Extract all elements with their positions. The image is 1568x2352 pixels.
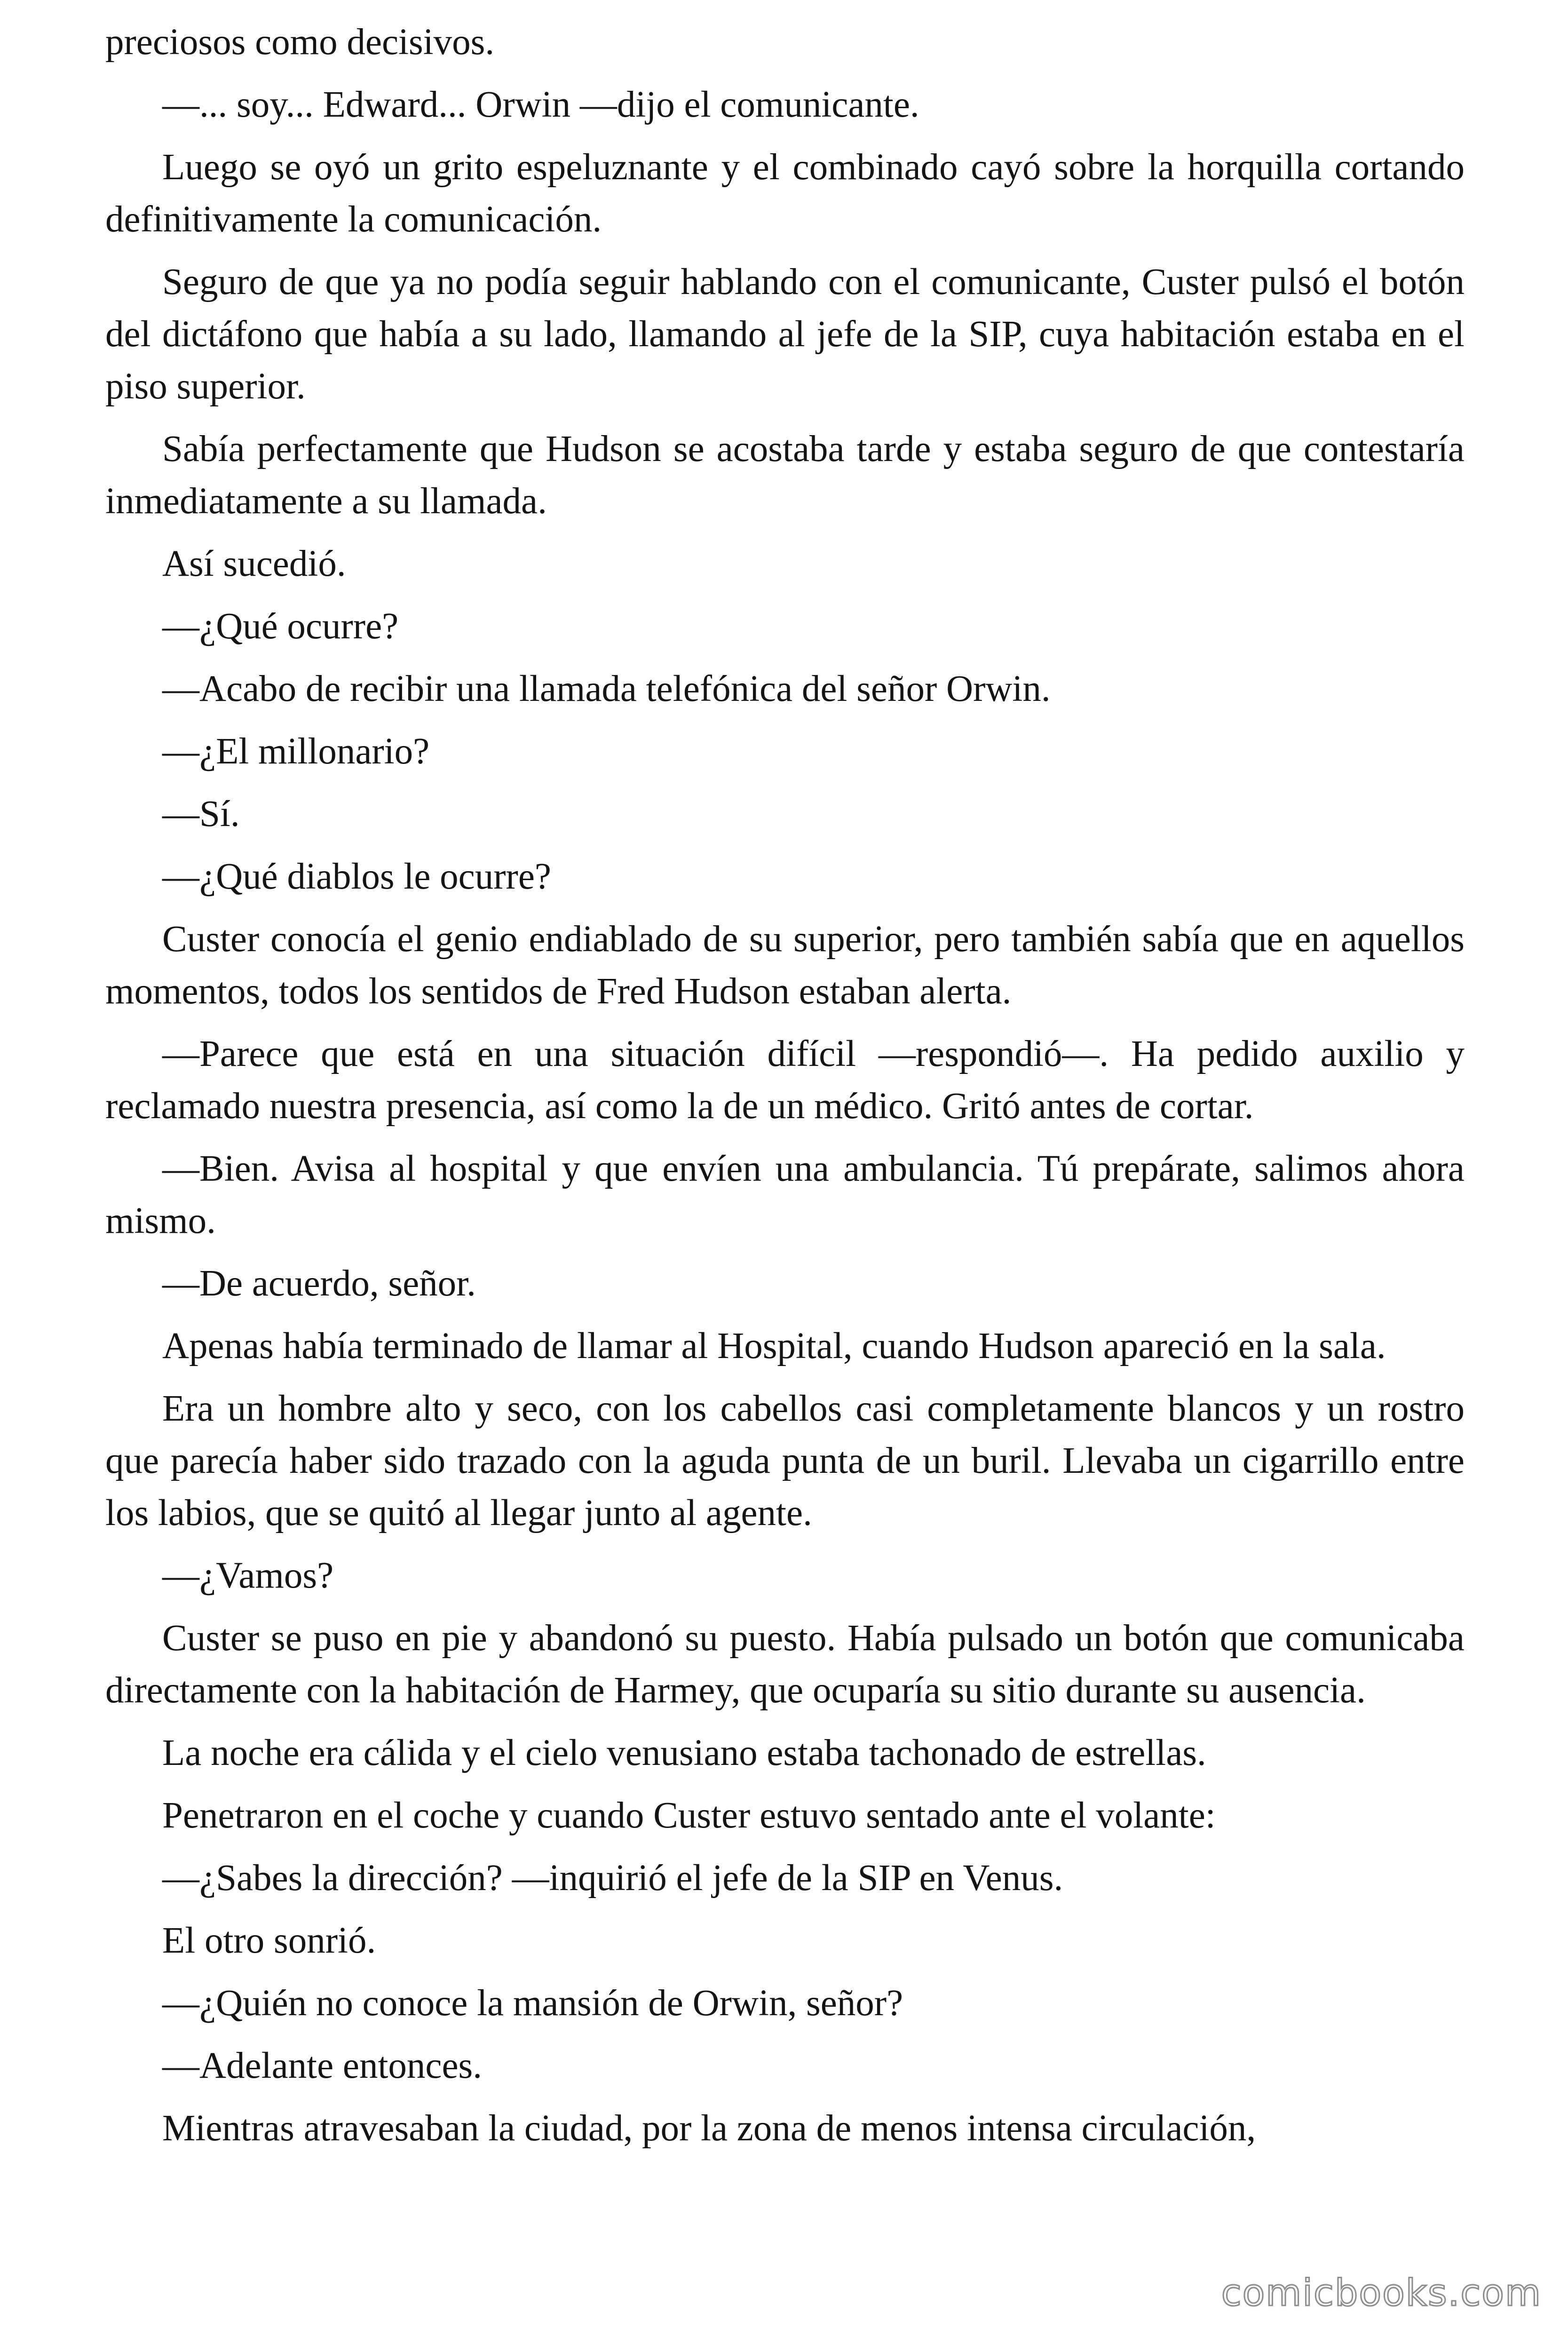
paragraph: —¿El millonario? [162,731,430,772]
paragraph: Era un hombre alto y seco, con los cabellos casi completamente blancos y un rostro que parecía haber sido trazado con la aguda punta de un buril. Llevaba un cigarrillo entre los labios, que se quitó al llegar junto al agente. [105,1388,1465,1534]
paragraph: —¿Qué diablos le ocurre? [162,856,551,897]
paragraph: —Adelante entonces. [162,2045,483,2086]
paragraph: —... soy... Edward... Orwin —dijo el comunicante. [162,84,919,125]
paragraph: —De acuerdo, señor. [162,1263,476,1304]
paragraph: Custer se puso en pie y abandonó su puesto. Había pulsado un botón que comunicaba directamente con la habitación de Harmey, que ocuparía su sitio durante su ausencia. [105,1618,1465,1711]
paragraph: Penetraron en el coche y cuando Custer estuvo sentado ante el volante: [162,1795,1216,1836]
paragraph: —¿Quién no conoce la mansión de Orwin, señor? [162,1983,903,2024]
paragraph: Seguro de que ya no podía seguir hablando con el comunicante, Custer pulsó el botón del dictáfono que había a su lado, llamando al jefe de la SIP, cuya habitación estaba en el piso superior. [105,262,1465,407]
paragraph: —¿Qué ocurre? [162,606,399,647]
paragraph: —Sí. [162,794,240,834]
book-page-text [105,16,1465,2165]
paragraph: Mientras atravesaban la ciudad, por la zona de menos intensa circulación, [162,2108,1256,2149]
paragraph: Luego se oyó un grito espeluznante y el combinado cayó sobre la horquilla cortando definitivamente la comunicación. [105,147,1465,240]
paragraph: El otro sonrió. [162,1920,376,1961]
paragraph: —¿Vamos? [162,1555,334,1596]
paragraph: preciosos como decisivos. [105,22,495,63]
paragraph: Sabía perfectamente que Hudson se acostaba tarde y estaba seguro de que contestaría inmediatamente a su llamada. [105,429,1465,522]
paragraph: La noche era cálida y el cielo venusiano estaba tachonado de estrellas. [162,1732,1206,1773]
paragraph: —¿Sabes la dirección? —inquirió el jefe de la SIP en Venus. [162,1858,1063,1899]
paragraph: Custer conocía el genio endiablado de su superior, pero también sabía que en aquellos momentos, todos los sentidos de Fred Hudson estaban alerta. [105,919,1465,1012]
paragraph: —Bien. Avisa al hospital y que envíen una ambulancia. Tú prepárate, salimos ahora mismo. [105,1148,1465,1241]
paragraph: —Acabo de recibir una llamada telefónica del señor Orwin. [162,668,1051,709]
paragraph: —Parece que está en una situación difícil —respondió—. Ha pedido auxilio y reclamado nuestra presencia, así como la de un médico. Gritó antes de cortar. [105,1033,1465,1127]
paragraph: Apenas había terminado de llamar al Hospital, cuando Hudson apareció en la sala. [162,1326,1386,1367]
paragraph: Así sucedió. [162,543,346,584]
watermark: comicbooks.com [1221,2272,1542,2314]
